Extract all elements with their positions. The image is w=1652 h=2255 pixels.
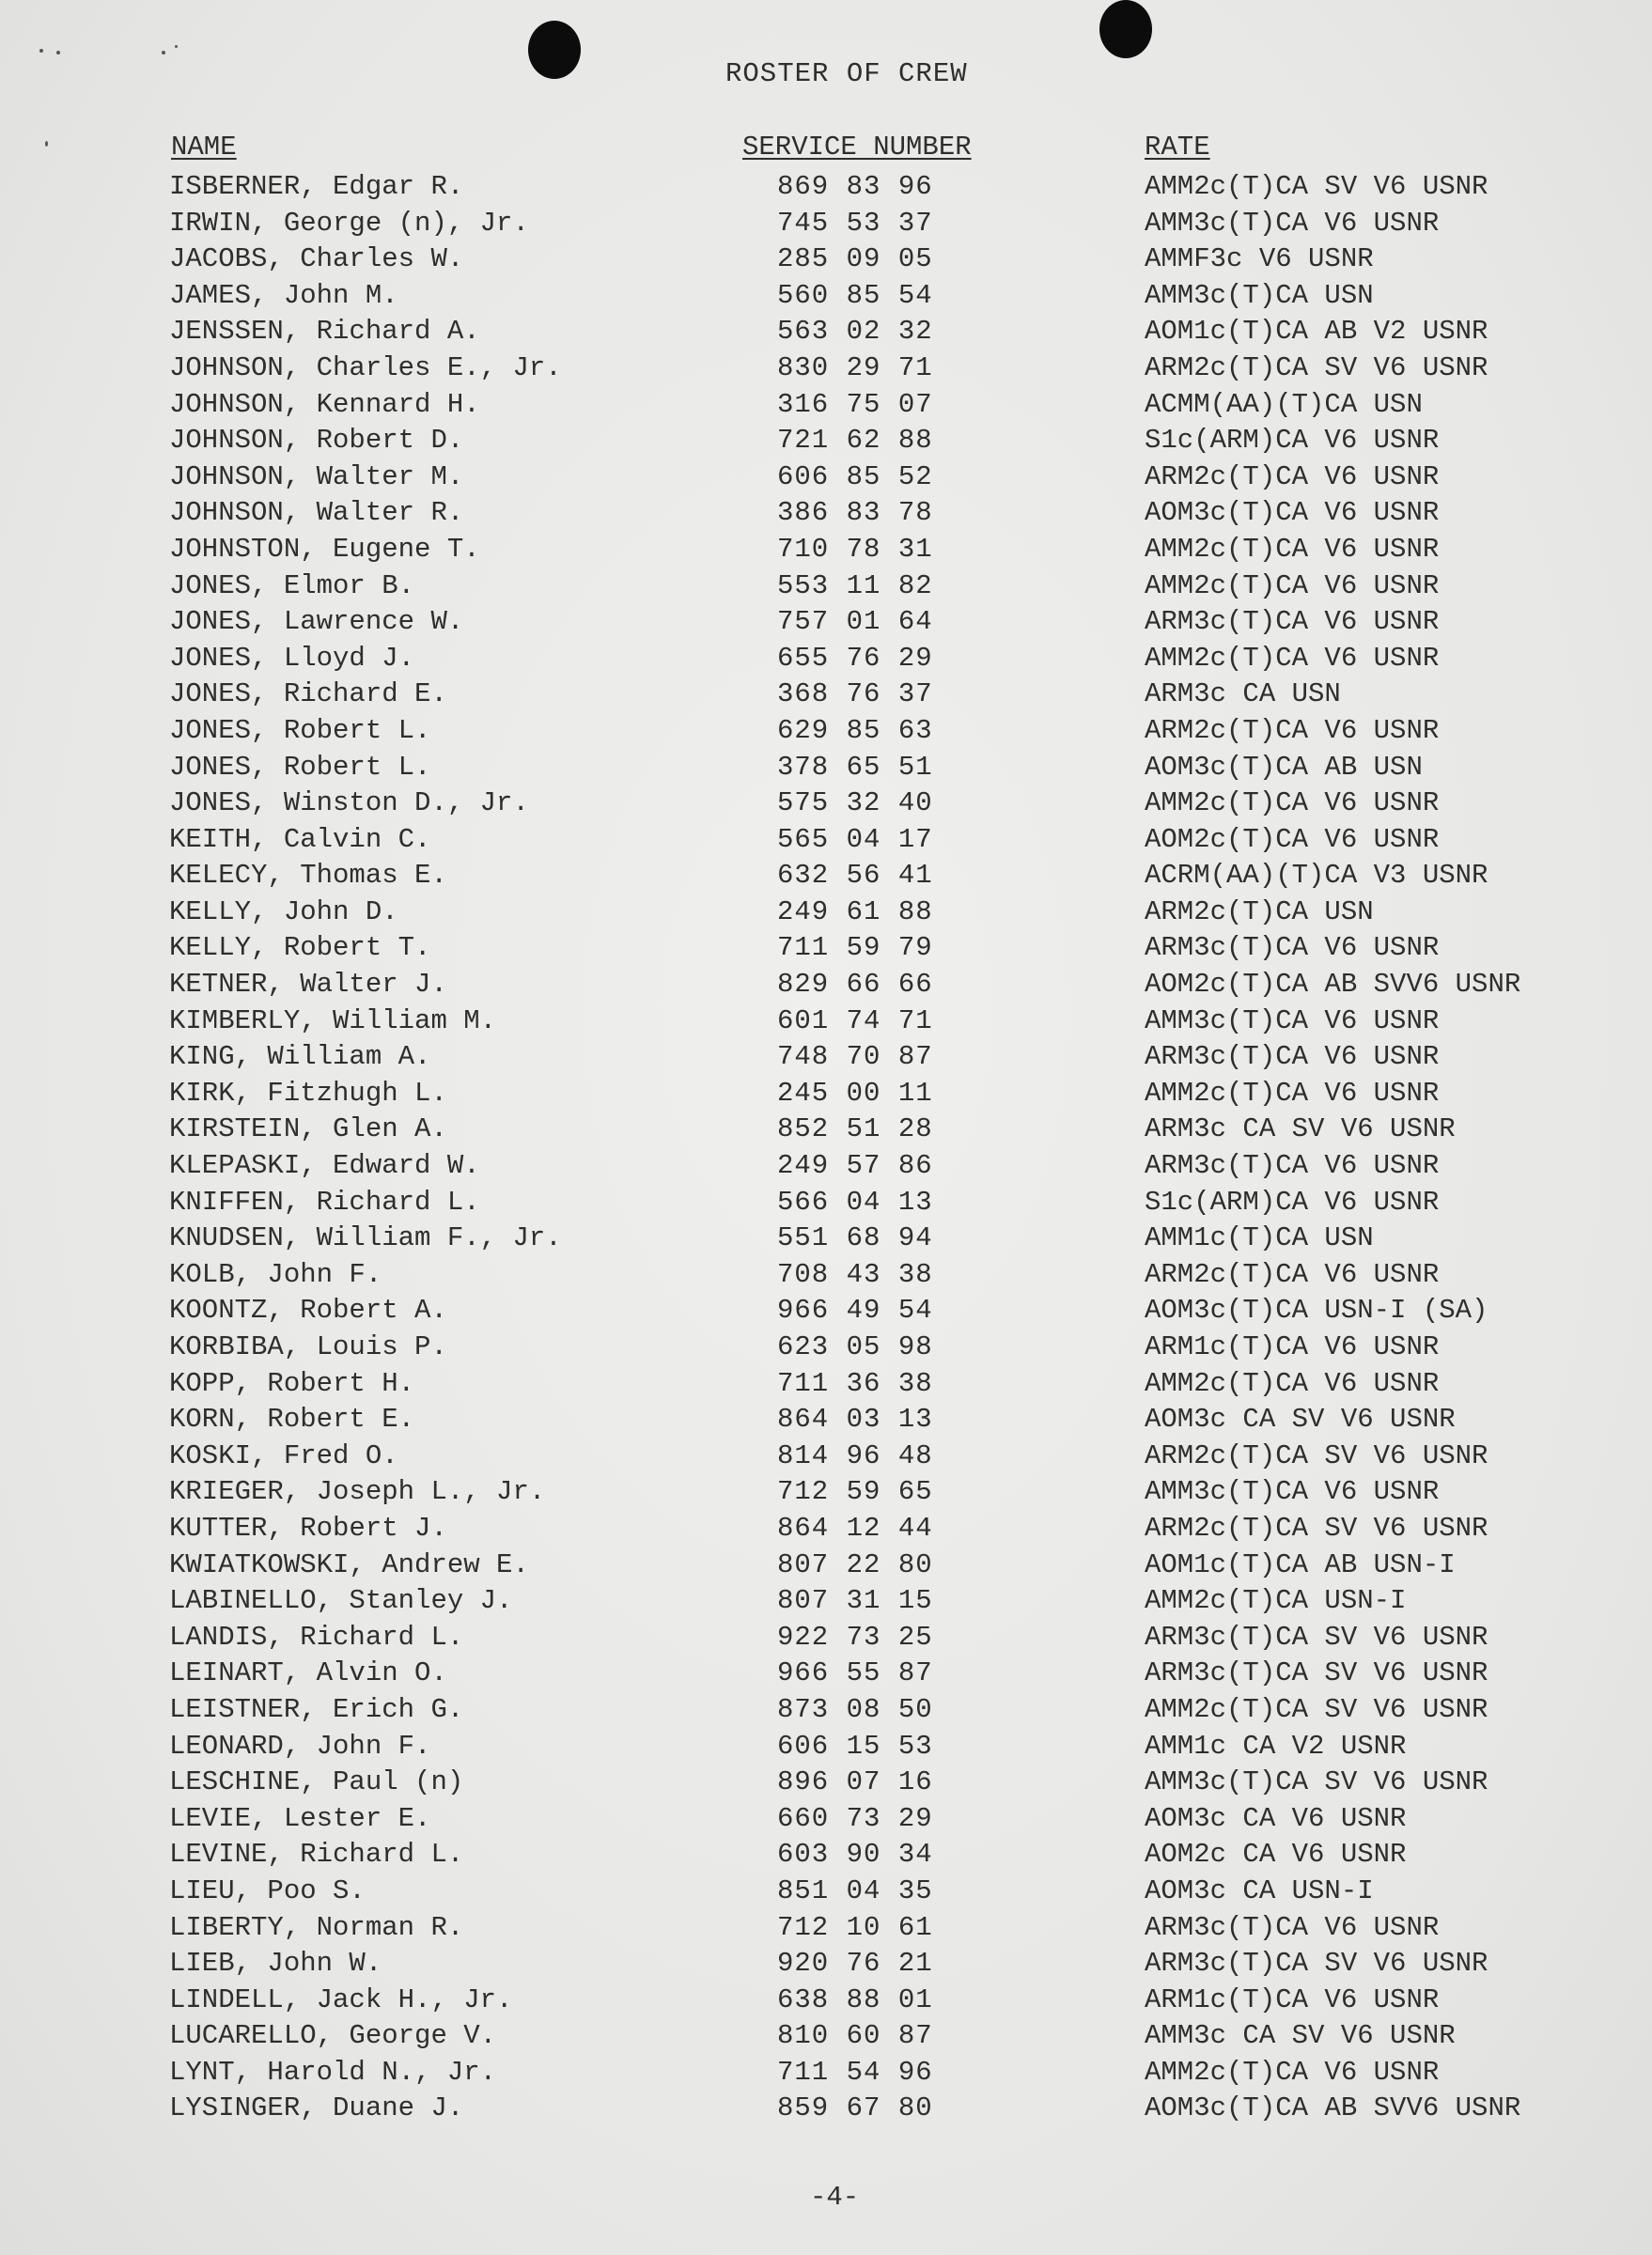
table-row [0,534,1652,570]
rate: AMM1c CA V2 USNR [1145,1730,1407,1762]
rate: ARM2c(T)CA V6 USNR [1145,1258,1440,1290]
table-row [0,1948,1652,1984]
service-number: 285 09 05 [777,243,933,275]
rate: ACRM(AA)(T)CA V3 USNR [1145,860,1488,892]
service-number: 378 65 51 [777,751,933,783]
table-row [0,678,1652,715]
rate: AMM3c(T)CA V6 USNR [1145,1004,1440,1036]
service-number: 711 59 79 [777,932,933,964]
service-number: 575 32 40 [777,787,933,819]
crew-name: KIRSTEIN, Glen A. [169,1113,447,1145]
crew-name: LEINART, Alvin O. [169,1657,447,1689]
paper-speck [175,45,178,48]
crew-name: KNIFFEN, Richard L. [169,1186,480,1218]
crew-name: LEVIE, Lester E. [169,1802,431,1834]
crew-name: LIEB, John W. [169,1948,382,1980]
service-number: 316 75 07 [777,388,933,420]
service-number: 814 96 48 [777,1439,933,1471]
table-row [0,208,1652,244]
service-number: 606 15 53 [777,1730,933,1762]
service-number: 601 74 71 [777,1004,933,1036]
crew-name: JAMES, John M. [169,279,398,311]
service-number: 560 85 54 [777,279,933,311]
crew-name: LIBERTY, Norman R. [169,1911,464,1943]
table-row [0,1368,1652,1405]
rate: AOM2c CA V6 USNR [1145,1839,1407,1871]
crew-name: JONES, Lawrence W. [169,606,464,638]
table-row [0,2057,1652,2093]
crew-name: KELLY, John D. [169,895,398,927]
rate: ARM3c CA SV V6 USNR [1145,1113,1456,1145]
rate: ARM3c(T)CA V6 USNR [1145,1041,1440,1073]
table-row [0,389,1652,426]
table-row [0,461,1652,498]
service-number: 606 85 52 [777,460,933,492]
service-number: 249 57 86 [777,1150,933,1182]
service-number: 603 90 34 [777,1839,933,1871]
rate: ARM3c CA USN [1145,678,1341,710]
crew-name: IRWIN, George (n), Jr. [169,207,529,239]
table-row [0,752,1652,788]
rate: AMM2c(T)CA SV V6 USNR [1145,1693,1488,1725]
punch-hole [528,21,581,79]
crew-name: JOHNSON, Robert D. [169,425,464,457]
service-number: 368 76 37 [777,678,933,710]
table-row [0,932,1652,969]
service-number: 563 02 32 [777,316,933,348]
crew-name: LANDIS, Richard L. [169,1621,464,1653]
service-number: 807 31 15 [777,1585,933,1617]
rate: ARM3c(T)CA V6 USNR [1145,1150,1440,1182]
paper-speck [162,51,165,54]
crew-name: LESCHINE, Paul (n) [169,1766,464,1798]
table-row [0,1875,1652,1912]
table-row [0,1513,1652,1549]
service-number: 655 76 29 [777,642,933,674]
table-row [0,1005,1652,1042]
table-row [0,1549,1652,1586]
table-row [0,1912,1652,1949]
crew-name: LYSINGER, Duane J. [169,2092,464,2124]
service-number: 638 88 01 [777,1983,933,2015]
rate: ARM1c(T)CA V6 USNR [1145,1331,1440,1362]
rate: AMM2c(T)CA V6 USNR [1145,642,1440,674]
column-header-rate: RATE [1145,132,1210,163]
crew-name: JONES, Lloyd J. [169,642,415,674]
service-number: 566 04 13 [777,1186,933,1218]
crew-name: LUCARELLO, George V. [169,2020,497,2052]
service-number: 864 03 13 [777,1404,933,1436]
rate: ARM2c(T)CA V6 USNR [1145,460,1440,492]
crew-name: KORN, Robert E. [169,1404,415,1436]
rate: AOM1c(T)CA AB V2 USNR [1145,316,1488,348]
table-row [0,243,1652,280]
rate: ARM2c(T)CA SV V6 USNR [1145,1512,1488,1544]
crew-name: JONES, Richard E. [169,678,447,710]
table-row [0,1440,1652,1477]
service-number: 245 00 11 [777,1077,933,1109]
service-number: 710 78 31 [777,533,933,565]
service-number: 966 49 54 [777,1295,933,1327]
table-row [0,1187,1652,1223]
crew-name: LEVINE, Richard L. [169,1839,464,1871]
crew-name: LABINELLO, Stanley J. [169,1585,513,1617]
rate: AMM2c(T)CA V6 USNR [1145,1367,1440,1399]
service-number: 629 85 63 [777,714,933,746]
table-row [0,860,1652,896]
crew-name: JONES, Robert L. [169,714,431,746]
rate: AOM3c(T)CA AB SVV6 USNR [1145,2092,1521,2124]
service-number: 922 73 25 [777,1621,933,1653]
crew-name: KELLY, Robert T. [169,932,431,964]
service-number: 553 11 82 [777,569,933,601]
table-row [0,1295,1652,1331]
rate: AMM2c(T)CA V6 USNR [1145,787,1440,819]
crew-name: JOHNSON, Kennard H. [169,388,480,420]
crew-name: KLEPASKI, Edward W. [169,1150,480,1182]
paper-speck [39,49,43,53]
crew-name: JONES, Winston D., Jr. [169,787,529,819]
table-row [0,2020,1652,2057]
roster-table [0,171,1652,2129]
rate: AMM3c(T)CA USN [1145,279,1374,311]
table-row [0,2092,1652,2129]
rate: ACMM(AA)(T)CA USN [1145,388,1423,420]
rate: AOM3c(T)CA V6 USNR [1145,497,1440,529]
rate: S1c(ARM)CA V6 USNR [1145,425,1440,457]
crew-name: JONES, Elmor B. [169,569,415,601]
service-number: 745 53 37 [777,207,933,239]
crew-name: JOHNSON, Walter M. [169,460,464,492]
service-number: 249 61 88 [777,895,933,927]
service-number: 708 43 38 [777,1258,933,1290]
document-title: ROSTER OF CREW [725,58,968,89]
crew-name: ISBERNER, Edgar R. [169,171,464,202]
rate: AOM2c(T)CA V6 USNR [1145,823,1440,855]
crew-name: LEONARD, John F. [169,1730,431,1762]
table-row [0,715,1652,752]
crew-name: KING, William A. [169,1041,431,1073]
crew-name: KELECY, Thomas E. [169,860,447,892]
table-row [0,1404,1652,1440]
crew-name: KEITH, Calvin C. [169,823,431,855]
rate: AMM3c(T)CA V6 USNR [1145,1476,1440,1508]
crew-name: JOHNSON, Walter R. [169,497,464,529]
crew-name: JENSSEN, Richard A. [169,316,480,348]
service-number: 660 73 29 [777,1802,933,1834]
crew-name: KUTTER, Robert J. [169,1512,447,1544]
table-row [0,1622,1652,1658]
crew-name: KETNER, Walter J. [169,969,447,1001]
rate: S1c(ARM)CA V6 USNR [1145,1186,1440,1218]
table-row [0,643,1652,679]
rate: ARM2c(T)CA USN [1145,895,1374,927]
crew-name: KRIEGER, Joseph L., Jr. [169,1476,546,1508]
service-number: 551 68 94 [777,1222,933,1254]
rate: ARM3c(T)CA V6 USNR [1145,932,1440,964]
rate: ARM3c(T)CA SV V6 USNR [1145,1657,1488,1689]
paper-speck [56,51,60,54]
table-row [0,570,1652,607]
crew-name: LIEU, Poo S. [169,1874,366,1906]
table-row [0,1585,1652,1622]
table-row [0,1766,1652,1803]
rate: ARM3c(T)CA SV V6 USNR [1145,1621,1488,1653]
table-row [0,1331,1652,1368]
service-number: 386 83 78 [777,497,933,529]
column-header-name: NAME [171,132,237,163]
rate: ARM3c(T)CA V6 USNR [1145,1911,1440,1943]
rate: AOM3c(T)CA USN-I (SA) [1145,1295,1488,1327]
rate: ARM3c(T)CA SV V6 USNR [1145,1948,1488,1980]
service-number: 859 67 80 [777,2092,933,2124]
crew-name: LYNT, Harold N., Jr. [169,2056,497,2088]
rate: AMM3c CA SV V6 USNR [1145,2020,1456,2052]
service-number: 896 07 16 [777,1766,933,1798]
page-number: -4- [810,2182,860,2213]
table-row [0,1731,1652,1767]
rate: AMM2c(T)CA V6 USNR [1145,533,1440,565]
table-row [0,352,1652,389]
rate: AMMF3c V6 USNR [1145,243,1374,275]
rate: AMM2c(T)CA V6 USNR [1145,2056,1440,2088]
rate: ARM1c(T)CA V6 USNR [1145,1983,1440,2015]
table-row [0,1150,1652,1187]
service-number: 712 10 61 [777,1911,933,1943]
table-row [0,606,1652,643]
table-row [0,1984,1652,2021]
service-number: 810 60 87 [777,2020,933,2052]
rate: AMM3c(T)CA SV V6 USNR [1145,1766,1488,1798]
table-row [0,1657,1652,1694]
crew-name: KORBIBA, Louis P. [169,1331,447,1362]
service-number: 869 83 96 [777,171,933,202]
table-row [0,1222,1652,1259]
service-number: 632 56 41 [777,860,933,892]
rate: AOM1c(T)CA AB USN-I [1145,1548,1456,1580]
crew-name: LEISTNER, Erich G. [169,1693,464,1725]
rate: ARM2c(T)CA SV V6 USNR [1145,351,1488,383]
table-row [0,1113,1652,1150]
table-row [0,1259,1652,1296]
service-number: 757 01 64 [777,606,933,638]
rate: AMM3c(T)CA V6 USNR [1145,207,1440,239]
crew-name: JOHNSTON, Eugene T. [169,533,480,565]
punch-hole [1099,0,1152,58]
service-number: 711 36 38 [777,1367,933,1399]
column-header-service-number: SERVICE NUMBER [742,132,972,163]
rate: ARM2c(T)CA SV V6 USNR [1145,1439,1488,1471]
rate: AMM1c(T)CA USN [1145,1222,1374,1254]
rate: AOM3c CA V6 USNR [1145,1802,1407,1834]
paper-speck [45,141,48,147]
rate: AMM2c(T)CA V6 USNR [1145,569,1440,601]
table-row [0,171,1652,208]
service-number: 623 05 98 [777,1331,933,1362]
rate: AOM2c(T)CA AB SVV6 USNR [1145,969,1521,1001]
crew-name: KIMBERLY, William M. [169,1004,497,1036]
rate: ARM2c(T)CA V6 USNR [1145,714,1440,746]
table-row [0,824,1652,861]
table-row [0,969,1652,1005]
table-row [0,1078,1652,1114]
table-row [0,787,1652,824]
service-number: 712 59 65 [777,1476,933,1508]
table-row [0,896,1652,933]
table-row [0,316,1652,352]
crew-name: KWIATKOWSKI, Andrew E. [169,1548,529,1580]
table-row [0,497,1652,534]
crew-name: LINDELL, Jack H., Jr. [169,1983,513,2015]
service-number: 807 22 80 [777,1548,933,1580]
crew-name: JONES, Robert L. [169,751,431,783]
table-row [0,1476,1652,1513]
service-number: 748 70 87 [777,1041,933,1073]
rate: AOM3c CA SV V6 USNR [1145,1404,1456,1436]
service-number: 721 62 88 [777,425,933,457]
crew-name: KOONTZ, Robert A. [169,1295,447,1327]
service-number: 565 04 17 [777,823,933,855]
rate: ARM3c(T)CA V6 USNR [1145,606,1440,638]
table-row [0,280,1652,317]
crew-name: KOSKI, Fred O. [169,1439,398,1471]
crew-name: KNUDSEN, William F., Jr. [169,1222,562,1254]
service-number: 873 08 50 [777,1693,933,1725]
service-number: 920 76 21 [777,1948,933,1980]
rate: AMM2c(T)CA USN-I [1145,1585,1407,1617]
service-number: 852 51 28 [777,1113,933,1145]
table-row [0,425,1652,461]
service-number: 830 29 71 [777,351,933,383]
service-number: 829 66 66 [777,969,933,1001]
service-number: 966 55 87 [777,1657,933,1689]
table-row [0,1041,1652,1078]
service-number: 711 54 96 [777,2056,933,2088]
crew-name: JACOBS, Charles W. [169,243,464,275]
table-row [0,1839,1652,1875]
crew-name: KOPP, Robert H. [169,1367,415,1399]
crew-name: JOHNSON, Charles E., Jr. [169,351,562,383]
rate: AOM3c CA USN-I [1145,1874,1374,1906]
rate: AOM3c(T)CA AB USN [1145,751,1423,783]
crew-name: KIRK, Fitzhugh L. [169,1077,447,1109]
rate: AMM2c(T)CA V6 USNR [1145,1077,1440,1109]
rate: AMM2c(T)CA SV V6 USNR [1145,171,1488,202]
table-row [0,1694,1652,1731]
crew-name: KOLB, John F. [169,1258,382,1290]
service-number: 864 12 44 [777,1512,933,1544]
table-row [0,1803,1652,1840]
service-number: 851 04 35 [777,1874,933,1906]
